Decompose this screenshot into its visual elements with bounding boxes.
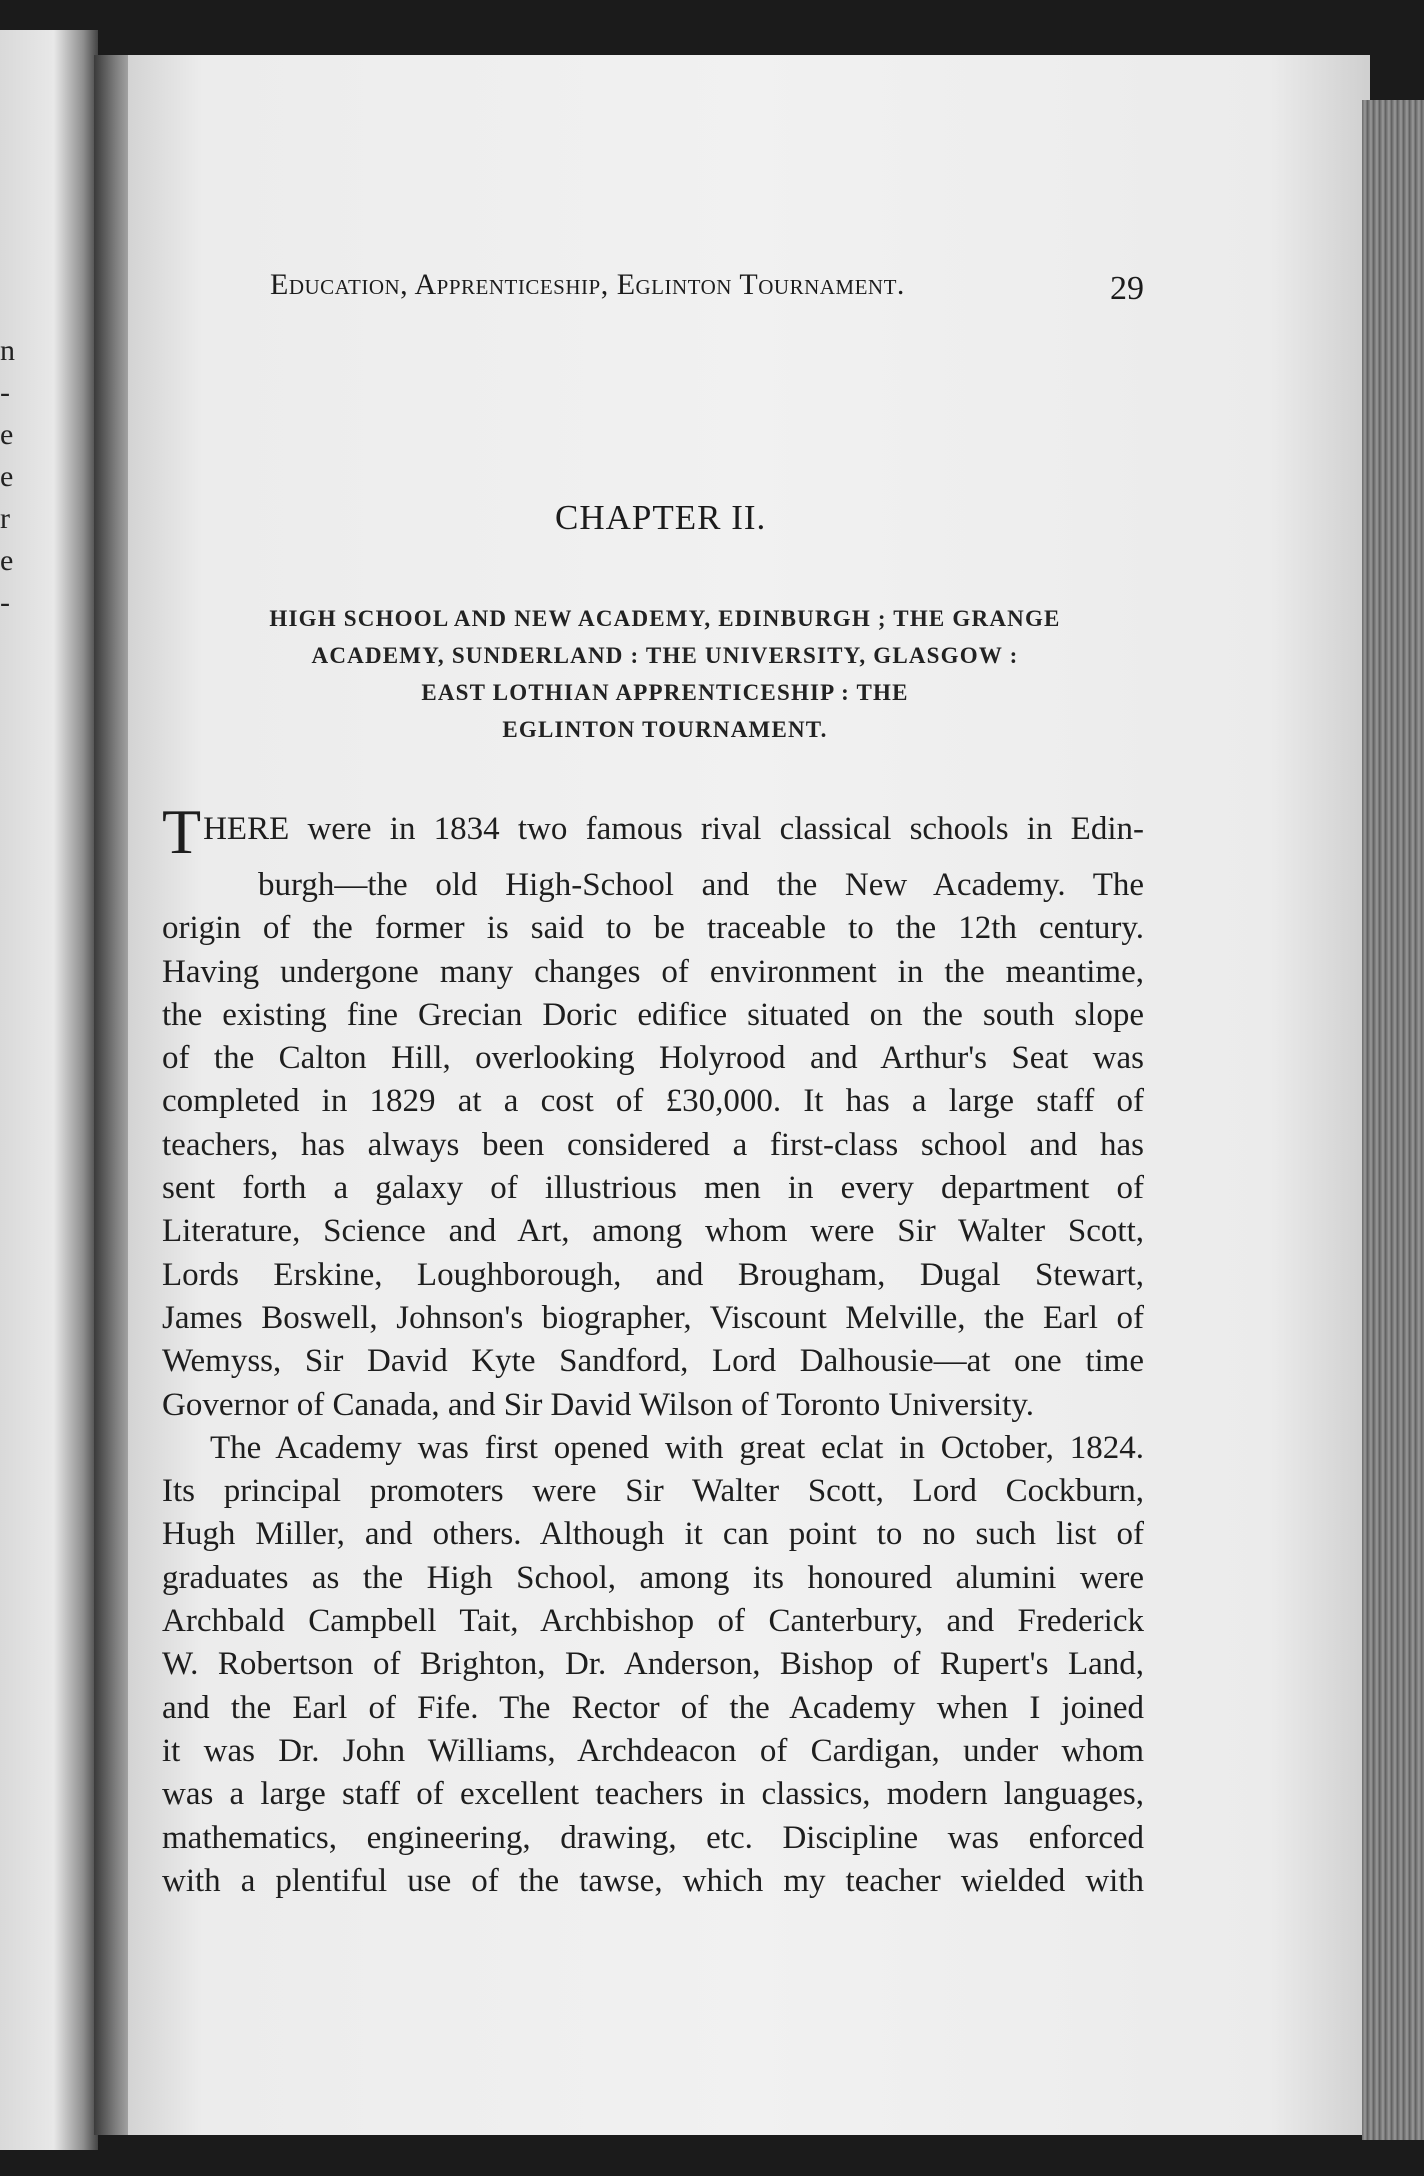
fragment: e [0, 544, 14, 577]
body-text [162, 796, 1144, 1903]
running-head-text: Education, Apprenticeship, Eglinton Tournament. [270, 268, 905, 301]
text-line [162, 796, 1144, 867]
chapter-subtitle [210, 600, 1120, 748]
subtitle-line: EGLINTON TOURNAMENT. [502, 717, 828, 742]
text-line: teachers, has always been considered a first-class school and has [162, 1126, 1144, 1163]
text-line: it was Dr. John Williams, Archdeacon of Cardigan, under whom [162, 1732, 1144, 1769]
text-line: W. Robertson of Brighton, Dr. Anderson, Bishop of Rupert's Land, [162, 1646, 1144, 1683]
running-head [270, 268, 1170, 302]
fragment: e [0, 460, 14, 493]
drop-cap: T [162, 796, 202, 867]
text-line: Hugh Miller, and others. Although it can point to no such list of [162, 1516, 1144, 1553]
facing-page-edge [0, 30, 98, 2150]
subtitle-line: EAST LOTHIAN APPRENTICESHIP : THE [421, 680, 909, 705]
chapter-title: CHAPTER II. [555, 498, 767, 537]
text-line: Archbald Campbell Tait, Archbishop of Canterbury, and Frederick [162, 1603, 1144, 1640]
facing-page-text-fragments [0, 330, 30, 624]
text-line: was a large staff of excellent teachers in classics, modern languages, [162, 1776, 1144, 1813]
text-line: graduates as the High School, among its honoured alumini were [162, 1559, 1144, 1596]
fragment: - [0, 586, 10, 619]
text-line: The Academy was first opened with great eclat in October, 1824. [210, 1429, 1144, 1466]
text-line: Its principal promoters were Sir Walter Scott, Lord Cockburn, [162, 1473, 1144, 1510]
first-line-text: HERE were in 1834 two famous rival classical schools in Edin- [203, 811, 1144, 847]
page-block-edge [1362, 100, 1424, 2140]
text-line: sent forth a galaxy of illustrious men in every department of [162, 1170, 1144, 1207]
fragment: - [0, 376, 10, 409]
text-line: James Boswell, Johnson's biographer, Viscount Melville, the Earl of [162, 1299, 1144, 1336]
text-line: of the Calton Hill, overlooking Holyrood and Arthur's Seat was [162, 1040, 1144, 1077]
subtitle-line: ACADEMY, SUNDERLAND : THE UNIVERSITY, GLASGOW : [311, 643, 1019, 668]
subtitle-line: HIGH SCHOOL AND NEW ACADEMY, EDINBURGH ; THE GRANGE [269, 606, 1061, 631]
text-line: mathematics, engineering, drawing, etc. Discipline was enforced [162, 1819, 1144, 1856]
text-line: Literature, Science and Art, among whom were Sir Walter Scott, [162, 1213, 1144, 1250]
fragment: n [0, 334, 15, 367]
text-line: Governor of Canada, and Sir David Wilson of Toronto University. [162, 1386, 1034, 1423]
text-line: Having undergone many changes of environment in the meantime, [162, 953, 1144, 990]
text-line: burgh—the old High-School and the New Academy. The [258, 867, 1144, 903]
fragment: r [0, 502, 10, 535]
text-line: with a plentiful use of the tawse, which my teacher wielded with [162, 1862, 1144, 1899]
text-line: the existing fine Grecian Doric edifice situated on the south slope [162, 996, 1144, 1033]
text-line: and the Earl of Fife. The Rector of the Academy when I joined [162, 1689, 1144, 1726]
text-line: Wemyss, Sir David Kyte Sandford, Lord Dalhousie—at one time [162, 1343, 1144, 1380]
page-number: 29 [1110, 270, 1144, 307]
fragment: e [0, 418, 14, 451]
text-line: Lords Erskine, Loughborough, and Brougham, Dugal Stewart, [162, 1256, 1144, 1293]
text-line: origin of the former is said to be traceable to the 12th century. [162, 910, 1144, 947]
text-line: completed in 1829 at a cost of £30,000. It has a large staff of [162, 1083, 1144, 1120]
